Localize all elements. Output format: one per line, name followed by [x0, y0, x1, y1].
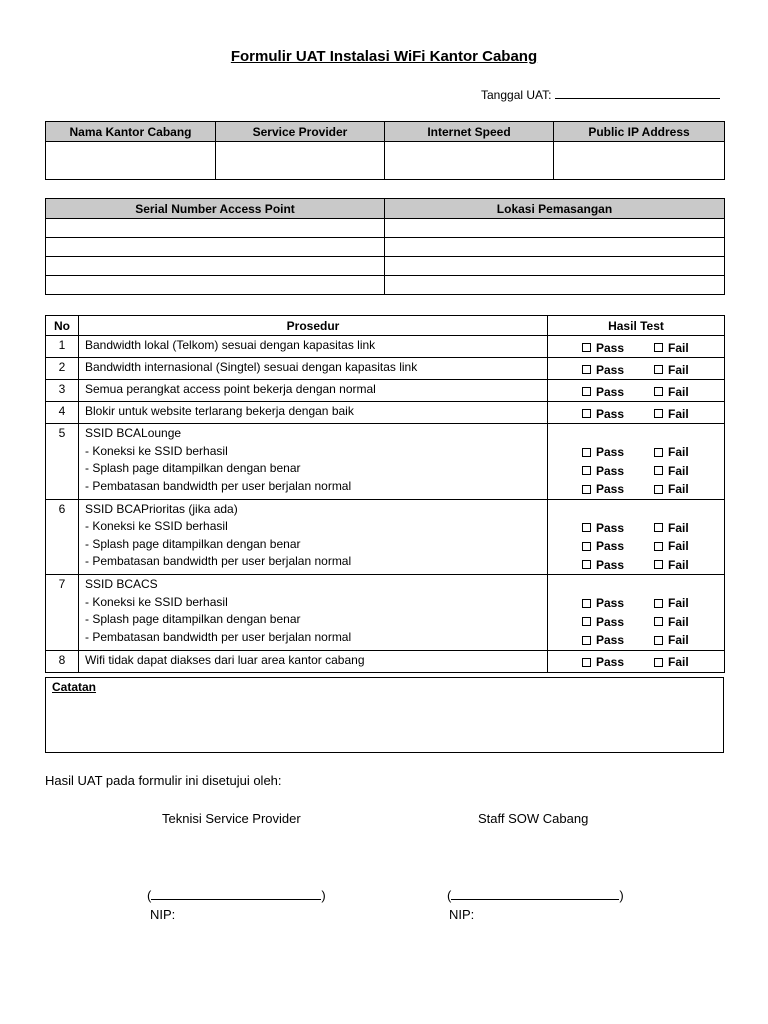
- pass-label: Pass: [596, 596, 625, 611]
- procedure-subitem: - Splash page ditampilkan dengan benar: [85, 461, 301, 475]
- branch-name-cell[interactable]: [46, 142, 216, 180]
- fail-label: Fail: [668, 655, 689, 669]
- table-row: [46, 650, 725, 672]
- date-label: Tanggal UAT:: [481, 88, 552, 102]
- fail-option[interactable]: [654, 482, 689, 496]
- header-no: No: [46, 316, 79, 336]
- procedure-text: Bandwidth lokal (Telkom) sesuai dengan kapasitas link: [85, 338, 376, 352]
- result-cell: [548, 336, 725, 358]
- procedure-cell: [79, 650, 548, 672]
- procedure-subitem: - Koneksi ke SSID berhasil: [85, 519, 228, 533]
- procedure-cell: [79, 499, 548, 575]
- checkbox-icon[interactable]: [654, 523, 663, 532]
- fail-label: Fail: [668, 596, 689, 611]
- approval-text: Hasil UAT pada formulir ini disetujui oleh:: [45, 773, 282, 788]
- table-row: [46, 402, 725, 424]
- checkbox-icon[interactable]: [654, 599, 663, 608]
- procedure-cell: [79, 336, 548, 358]
- header-internet-speed: Internet Speed: [385, 122, 554, 142]
- result-options: [548, 462, 724, 481]
- result-options: [548, 537, 724, 556]
- pass-option[interactable]: [582, 464, 654, 478]
- pass-option[interactable]: [582, 615, 654, 629]
- checkbox-icon[interactable]: [582, 466, 591, 475]
- result-options: [548, 631, 724, 650]
- row-number: 1: [46, 336, 79, 358]
- notes-label: Catatan: [52, 680, 97, 694]
- fail-label: Fail: [668, 539, 689, 554]
- pass-option[interactable]: [582, 341, 654, 355]
- fail-option[interactable]: [654, 558, 689, 572]
- serial-cell[interactable]: [46, 257, 385, 276]
- fail-option[interactable]: [654, 521, 689, 535]
- serial-cell[interactable]: [46, 238, 385, 257]
- pass-option[interactable]: [582, 596, 654, 610]
- checkbox-icon[interactable]: [582, 560, 591, 569]
- header-location: Lokasi Pemasangan: [385, 199, 725, 219]
- checkbox-icon[interactable]: [582, 542, 591, 551]
- date-field: [481, 88, 720, 102]
- procedure-subitem: - Pembatasan bandwidth per user berjalan normal: [85, 629, 352, 644]
- checkbox-icon[interactable]: [654, 365, 663, 374]
- location-cell[interactable]: [385, 219, 725, 238]
- procedure-cell: [79, 402, 548, 424]
- checkbox-icon[interactable]: [654, 560, 663, 569]
- pass-label: Pass: [596, 614, 625, 629]
- fail-label: Fail: [668, 384, 689, 399]
- procedure-text: SSID BCALounge: [85, 426, 182, 440]
- pass-option[interactable]: [582, 407, 654, 421]
- table-row: [46, 358, 725, 380]
- procedure-subitem: - Pembatasan bandwidth per user berjalan normal: [85, 478, 352, 493]
- header-procedure: Prosedur: [79, 316, 548, 336]
- public-ip-cell[interactable]: [554, 142, 725, 180]
- result-cell: [548, 575, 725, 651]
- header-test-result: Hasil Test: [548, 316, 725, 336]
- result-cell: [548, 358, 725, 380]
- checkbox-icon[interactable]: [654, 617, 663, 626]
- procedure-cell: [79, 575, 548, 651]
- row-number: 3: [46, 380, 79, 402]
- pass-option[interactable]: [582, 521, 654, 535]
- result-options: [548, 519, 724, 538]
- serial-cell[interactable]: [46, 219, 385, 238]
- pass-label: Pass: [596, 445, 625, 460]
- table-row: [46, 257, 725, 276]
- checkbox-icon[interactable]: [654, 542, 663, 551]
- fail-option[interactable]: [654, 615, 689, 629]
- result-options: [548, 556, 724, 575]
- checkbox-icon[interactable]: [582, 448, 591, 457]
- fail-label: Fail: [668, 406, 689, 421]
- pass-label: Pass: [596, 482, 625, 497]
- fail-option[interactable]: [654, 385, 689, 399]
- result-cell: [548, 499, 725, 575]
- result-options: [548, 613, 724, 632]
- result-options: [548, 480, 724, 499]
- checkbox-icon[interactable]: [654, 387, 663, 396]
- result-options: [548, 443, 724, 462]
- fail-label: Fail: [668, 362, 689, 377]
- pass-label: Pass: [596, 655, 625, 669]
- result-options: [548, 382, 724, 401]
- notes-box[interactable]: [45, 677, 724, 753]
- checkbox-icon[interactable]: [582, 523, 591, 532]
- pass-label: Pass: [596, 539, 625, 554]
- checkbox-icon[interactable]: [582, 658, 591, 667]
- result-options: [548, 338, 724, 357]
- fail-option[interactable]: [654, 464, 689, 478]
- pass-label: Pass: [596, 463, 625, 478]
- row-number: 7: [46, 575, 79, 651]
- procedure-subitem: - Pembatasan bandwidth per user berjalan normal: [85, 554, 352, 568]
- procedure-subitem: - Splash page ditampilkan dengan benar: [85, 536, 301, 551]
- procedure-text: SSID BCACS: [85, 577, 158, 591]
- fail-option[interactable]: [654, 539, 689, 553]
- procedure-text: Blokir untuk website terlarang bekerja dengan baik: [85, 404, 354, 418]
- checkbox-icon[interactable]: [582, 617, 591, 626]
- result-options: [548, 594, 724, 613]
- procedure-subitem: - Splash page ditampilkan dengan benar: [85, 612, 301, 626]
- pass-option[interactable]: [582, 445, 654, 459]
- fail-label: Fail: [668, 614, 689, 629]
- fail-label: Fail: [668, 482, 689, 497]
- table-row: [46, 336, 725, 358]
- result-options: [548, 360, 724, 379]
- header-serial-number: Serial Number Access Point: [46, 199, 385, 219]
- result-options: [548, 404, 724, 423]
- procedure-subitem: - Koneksi ke SSID berhasil: [85, 594, 228, 609]
- table-row: [46, 424, 725, 500]
- service-provider-cell[interactable]: [216, 142, 385, 180]
- checkbox-icon[interactable]: [582, 485, 591, 494]
- form-title: Formulir UAT Instalasi WiFi Kantor Cabang: [230, 48, 538, 65]
- signature-title-staff: Staff SOW Cabang: [478, 811, 589, 826]
- pass-option[interactable]: [582, 633, 654, 647]
- pass-option[interactable]: [582, 482, 654, 496]
- checkbox-icon[interactable]: [654, 343, 663, 352]
- result-cell: [548, 402, 725, 424]
- table-row: [46, 238, 725, 257]
- serial-cell[interactable]: [46, 276, 385, 295]
- fail-option[interactable]: [654, 633, 689, 647]
- checkbox-icon[interactable]: [582, 599, 591, 608]
- row-number: 4: [46, 402, 79, 424]
- checkbox-icon[interactable]: [654, 448, 663, 457]
- procedure-text: Wifi tidak dapat diakses dari luar area kantor cabang: [85, 652, 365, 667]
- result-cell: [548, 650, 725, 672]
- pass-option[interactable]: [582, 363, 654, 377]
- table-row: [46, 276, 725, 295]
- pass-label: Pass: [596, 633, 625, 648]
- pass-option[interactable]: [582, 655, 654, 669]
- table-row: [46, 380, 725, 402]
- row-number: 8: [46, 650, 79, 672]
- fail-option[interactable]: [654, 341, 689, 355]
- location-cell[interactable]: [385, 276, 725, 295]
- fail-option[interactable]: [654, 596, 689, 610]
- checkbox-icon[interactable]: [654, 636, 663, 645]
- table-row: [46, 499, 725, 575]
- fail-option[interactable]: [654, 407, 689, 421]
- checkbox-icon[interactable]: [582, 365, 591, 374]
- nip-label-staff: NIP:: [449, 907, 475, 922]
- checkbox-icon[interactable]: [582, 387, 591, 396]
- row-number: 6: [46, 499, 79, 575]
- checkbox-icon[interactable]: [654, 409, 663, 418]
- checkbox-icon[interactable]: [654, 466, 663, 475]
- branch-info-table: [45, 121, 725, 180]
- fail-option[interactable]: [654, 363, 689, 377]
- fail-label: Fail: [668, 340, 689, 355]
- pass-label: Pass: [596, 384, 625, 399]
- fail-option[interactable]: [654, 445, 689, 459]
- checkbox-icon[interactable]: [582, 409, 591, 418]
- signature-title-technician: Teknisi Service Provider: [162, 811, 301, 826]
- procedure-cell: [79, 358, 548, 380]
- result-cell: [548, 380, 725, 402]
- checkbox-icon[interactable]: [654, 485, 663, 494]
- procedure-table: [45, 315, 725, 673]
- pass-label: Pass: [596, 557, 625, 572]
- date-input-line[interactable]: [555, 88, 720, 99]
- pass-label: Pass: [596, 406, 625, 421]
- table-row: [46, 219, 725, 238]
- checkbox-icon[interactable]: [582, 343, 591, 352]
- signature-line-staff[interactable]: ( ): [447, 888, 624, 903]
- fail-label: Fail: [668, 633, 689, 648]
- fail-label: Fail: [668, 445, 689, 460]
- signature-line-technician[interactable]: ( ): [147, 888, 326, 903]
- pass-option[interactable]: [582, 558, 654, 572]
- pass-label: Pass: [596, 362, 625, 377]
- location-cell[interactable]: [385, 238, 725, 257]
- procedure-subitem: - Koneksi ke SSID berhasil: [85, 443, 228, 458]
- fail-label: Fail: [668, 463, 689, 478]
- table-row: [46, 575, 725, 651]
- pass-label: Pass: [596, 340, 625, 355]
- pass-option[interactable]: [582, 539, 654, 553]
- checkbox-icon[interactable]: [582, 636, 591, 645]
- result-cell: [548, 424, 725, 500]
- result-options: [548, 653, 724, 672]
- checkbox-icon[interactable]: [654, 658, 663, 667]
- procedure-cell: [79, 424, 548, 500]
- procedure-cell: [79, 380, 548, 402]
- header-branch-name: Nama Kantor Cabang: [46, 122, 216, 142]
- header-service-provider: Service Provider: [216, 122, 385, 142]
- pass-option[interactable]: [582, 385, 654, 399]
- header-public-ip: Public IP Address: [554, 122, 725, 142]
- procedure-text: Semua perangkat access point bekerja dengan normal: [85, 382, 376, 396]
- procedure-text: Bandwidth internasional (Singtel) sesuai dengan kapasitas link: [85, 360, 418, 374]
- fail-label: Fail: [668, 520, 689, 535]
- row-number: 2: [46, 358, 79, 380]
- procedure-text: SSID BCAPrioritas (jika ada): [85, 501, 238, 516]
- pass-label: Pass: [596, 520, 625, 535]
- fail-label: Fail: [668, 557, 689, 572]
- access-point-table: [45, 198, 725, 295]
- location-cell[interactable]: [385, 257, 725, 276]
- row-number: 5: [46, 424, 79, 500]
- internet-speed-cell[interactable]: [385, 142, 554, 180]
- nip-label-technician: NIP:: [150, 907, 176, 922]
- fail-option[interactable]: [654, 655, 689, 669]
